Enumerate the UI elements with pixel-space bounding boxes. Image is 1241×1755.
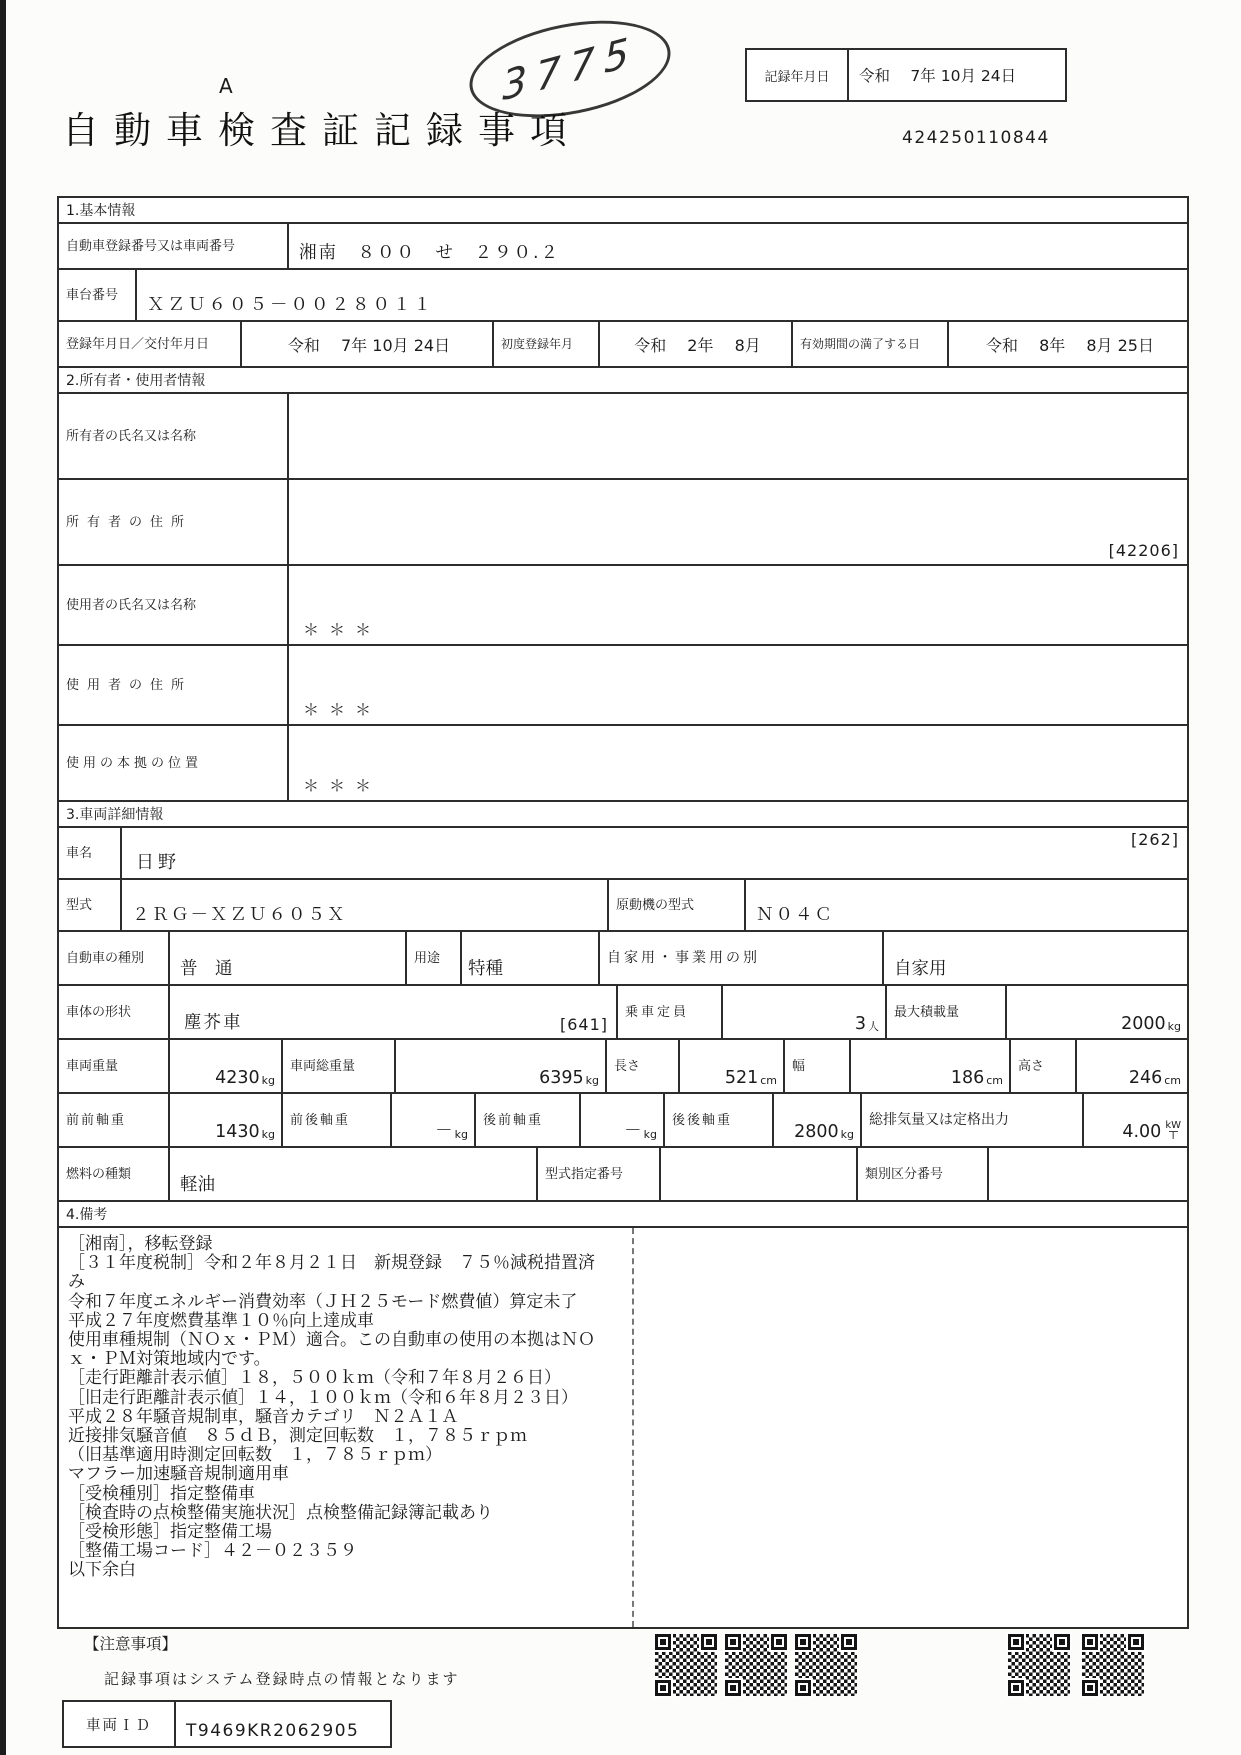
classification-number-value <box>989 1148 1187 1200</box>
remark-line: マフラー加速騒音規制適用車 <box>68 1464 289 1485</box>
car-name-code: [262] <box>1130 830 1179 849</box>
axle-front-front-label: 前前軸重 <box>59 1094 170 1146</box>
registration-number-label: 自動車登録番号又は車両番号 <box>59 224 289 268</box>
remark-line: ［３１年度税制］令和２年８月２１日 新規登録 ７５％減税措置済 <box>68 1253 595 1274</box>
body-shape-row <box>59 986 1187 1040</box>
car-name-text: 日野 <box>136 852 180 873</box>
qr-code-icon <box>655 1634 717 1696</box>
use-label: 用途 <box>407 932 462 984</box>
remark-line: ［受検種別］指定整備車 <box>68 1483 255 1504</box>
fuel-type-value: 軽油 <box>170 1148 538 1200</box>
remark-line: ［走行距離計表示値］１８，５００ｋｍ（令和７年８月２６日） <box>68 1368 561 1389</box>
remark-line: ［整備工場コード］４２－０２３５９ <box>68 1541 357 1562</box>
record-date-box <box>745 48 1067 102</box>
record-table <box>57 196 1189 1629</box>
user-name-row <box>59 566 1187 646</box>
owner-address-code: [42206] <box>1108 541 1179 560</box>
body-shape-label: 車体の形状 <box>59 986 170 1038</box>
axle-rear-rear-number: 2800 <box>794 1122 839 1142</box>
displacement-number: 4.00 <box>1122 1122 1162 1142</box>
width-label: 幅 <box>785 1040 851 1092</box>
scan-edge-artifact <box>0 0 6 1755</box>
axle-front-rear-unit: kg <box>454 1128 468 1141</box>
base-location-label: 使用の本拠の位置 <box>59 726 289 800</box>
chassis-number-value: ＸＺＵ６０５－００２８０１１ <box>147 295 434 315</box>
axle-rear-front-value <box>581 1094 665 1146</box>
record-date-label: 記録年月日 <box>747 50 849 100</box>
page-title: 自動車検査証記録事項 <box>62 109 582 152</box>
length-value <box>680 1040 785 1092</box>
seating-capacity-label: 乗車定員 <box>618 986 723 1038</box>
axle-rear-front-unit: kg <box>643 1128 657 1141</box>
type-designation-label: 型式指定番号 <box>538 1148 661 1200</box>
height-label: 高さ <box>1011 1040 1077 1092</box>
remark-line: 平成２７年度燃費基準１０％向上達成車 <box>68 1310 374 1331</box>
qr-code-icon <box>725 1634 787 1696</box>
owner-address-label: 所有者の住所 <box>59 480 289 564</box>
remark-line: 平成２８年騒音規制車，騒音カテゴリ Ｎ２Ａ１Ａ <box>68 1406 459 1427</box>
qr-code-icon <box>1082 1634 1144 1696</box>
user-address-value <box>289 646 1187 724</box>
registration-date-label: 登録年月日／交付年月日 <box>59 322 242 366</box>
width-unit: cm <box>986 1074 1003 1087</box>
remark-line: ［受検形態］指定整備工場 <box>68 1522 272 1543</box>
car-name-label: 車名 <box>59 828 122 878</box>
axle-front-front-unit: kg <box>261 1128 275 1141</box>
vehicle-id-label: 車両ＩＤ <box>64 1702 176 1746</box>
length-label: 長さ <box>607 1040 680 1092</box>
model-value: ２ＲＧ－ＸＺＵ６０５Ｘ <box>122 880 609 930</box>
section-vehicle-header: 3.車両詳細情報 <box>59 802 1187 828</box>
category-row <box>59 932 1187 986</box>
vehicle-id-box <box>62 1700 392 1748</box>
body-shape-value <box>170 986 618 1038</box>
axle-rear-rear-value <box>774 1094 862 1146</box>
seating-capacity-unit: 人 <box>868 1020 879 1033</box>
private-business-value: 自家用 <box>894 959 947 979</box>
axle-front-rear-number: － <box>435 1121 453 1141</box>
remark-line: ［旧走行距離計表示値］１４，１００ｋｍ（令和６年８月２３日） <box>68 1387 578 1408</box>
remark-line: 近接排気騒音値 ８５ｄＢ，測定回転数 １，７８５ｒｐｍ <box>68 1426 527 1447</box>
remark-line: ｘ・ＰＭ対策地域内です。 <box>68 1349 271 1370</box>
base-location-value <box>289 726 1187 800</box>
private-business-label: 自家用・事業用の別 <box>600 932 884 984</box>
width-number: 186 <box>950 1068 985 1088</box>
section-owner-user-header: 2.所有者・使用者情報 <box>59 368 1187 394</box>
weight-dimensions-row <box>59 1040 1187 1094</box>
chassis-number-label: 車台番号 <box>59 270 137 320</box>
expiration-date-label: 有効期間の満了する日 <box>793 322 949 366</box>
category-value: 普 通 <box>170 932 407 984</box>
vehicle-weight-number: 4230 <box>215 1068 260 1088</box>
owner-name-label: 所有者の氏名又は名称 <box>59 394 289 478</box>
height-number: 246 <box>1128 1068 1163 1088</box>
use-value: 特種 <box>462 932 600 984</box>
first-registration-label: 初度登録年月 <box>494 322 600 366</box>
section-remarks-header: 4.備考 <box>59 1202 1187 1228</box>
axle-front-front-value <box>170 1094 283 1146</box>
seating-capacity-number: 3 <box>854 1014 866 1034</box>
car-name-value <box>122 828 1187 878</box>
fuel-row <box>59 1148 1187 1202</box>
registration-date-value: 令和 7年 10月 24日 <box>242 322 494 366</box>
car-name-row <box>59 828 1187 880</box>
vehicle-id-value: T9469KR2062905 <box>186 1721 360 1741</box>
remarks-row <box>59 1228 1187 1627</box>
max-load-unit: kg <box>1167 1020 1181 1033</box>
vehicle-weight-value <box>170 1040 283 1092</box>
max-load-label: 最大積載量 <box>887 986 1007 1038</box>
gross-weight-number: 6395 <box>539 1068 584 1088</box>
axle-weights-row <box>59 1094 1187 1148</box>
engine-model-label: 原動機の型式 <box>609 880 746 930</box>
engine-model-value: Ｎ０４Ｃ <box>756 905 834 925</box>
axle-rear-front-number: － <box>624 1121 642 1141</box>
displacement-value <box>1084 1094 1187 1146</box>
remark-line: 以下余白 <box>68 1560 136 1581</box>
vehicle-weight-label: 車両重量 <box>59 1040 170 1092</box>
height-value <box>1077 1040 1187 1092</box>
handwritten-number: 3775 <box>501 27 639 111</box>
seating-capacity-value <box>723 986 887 1038</box>
displacement-unit-top: kW <box>1165 1120 1181 1131</box>
axle-front-front-number: 1430 <box>215 1122 260 1142</box>
axle-rear-rear-unit: kg <box>840 1128 854 1141</box>
owner-name-row <box>59 394 1187 480</box>
base-location-text: ＊＊＊ <box>303 776 382 795</box>
dates-row <box>59 322 1187 368</box>
chassis-number-row <box>59 270 1187 322</box>
owner-name-value <box>289 394 1187 478</box>
base-location-row <box>59 726 1187 802</box>
type-designation-value <box>661 1148 858 1200</box>
remark-line: み <box>68 1272 85 1293</box>
axle-rear-front-label: 後前軸重 <box>476 1094 581 1146</box>
length-unit: cm <box>760 1074 777 1087</box>
vehicle-weight-unit: kg <box>261 1074 275 1087</box>
max-load-number: 2000 <box>1121 1014 1166 1034</box>
gross-weight-unit: kg <box>585 1074 599 1087</box>
height-unit: cm <box>1164 1074 1181 1087</box>
owner-address-row <box>59 480 1187 566</box>
registration-number-row <box>59 224 1187 270</box>
model-label: 型式 <box>59 880 122 930</box>
corner-letter: A <box>219 74 233 98</box>
max-load-value <box>1007 986 1187 1038</box>
user-name-value <box>289 566 1187 644</box>
registration-number-value: 湘南 ８００ せ ２９０.２ <box>299 243 561 263</box>
axle-front-rear-value <box>392 1094 476 1146</box>
displacement-label: 総排気量又は定格出力 <box>862 1094 1084 1146</box>
user-address-label: 使用者の住所 <box>59 646 289 724</box>
user-name-text: ＊＊＊ <box>303 620 382 639</box>
body-shape-code: [641] <box>559 1015 608 1034</box>
category-label: 自動車の種別 <box>59 932 170 984</box>
user-address-text: ＊＊＊ <box>303 700 382 719</box>
user-address-row <box>59 646 1187 726</box>
remark-line: 令和７年度エネルギー消費効率（ＪＨ２５モード燃費値）算定未了 <box>68 1291 578 1312</box>
remarks-dashed-divider <box>632 1228 634 1627</box>
remarks-block <box>59 1228 1187 1627</box>
remark-line: 使用車種規制（ＮＯｘ・ＰＭ）適合。この自動車の使用の本拠はＮＯ <box>68 1330 595 1351</box>
notice-body: 記録事項はシステム登録時点の情報となります <box>104 1670 460 1688</box>
user-name-label: 使用者の氏名又は名称 <box>59 566 289 644</box>
section-basic-header: 1.基本情報 <box>59 198 1187 224</box>
width-value <box>851 1040 1011 1092</box>
remark-line: （旧基準適用時測定回転数 １，７８５ｒｐｍ） <box>68 1445 442 1466</box>
owner-address-value <box>289 480 1187 564</box>
displacement-unit-bottom: l <box>1169 1131 1178 1142</box>
expiration-date-value: 令和 8年 8月 25日 <box>986 335 1154 355</box>
displacement-unit <box>1165 1121 1181 1142</box>
gross-weight-value <box>396 1040 607 1092</box>
length-number: 521 <box>724 1068 759 1088</box>
notice-title: 【注意事項】 <box>84 1635 178 1653</box>
fuel-type-label: 燃料の種類 <box>59 1148 170 1200</box>
axle-rear-rear-label: 後後軸重 <box>665 1094 774 1146</box>
remark-line: ［検査時の点検整備実施状況］点検整備記録簿記載あり <box>68 1502 493 1523</box>
document-number: 424250110844 <box>902 128 1050 148</box>
gross-weight-label: 車両総重量 <box>283 1040 396 1092</box>
first-registration-value: 令和 2年 8月 <box>600 322 793 366</box>
classification-number-label: 類別区分番号 <box>858 1148 989 1200</box>
remark-line: ［湘南］，移転登録 <box>68 1234 213 1254</box>
qr-code-icon <box>1008 1634 1070 1696</box>
body-shape-text: 塵芥車 <box>184 1013 243 1033</box>
axle-front-rear-label: 前後軸重 <box>283 1094 392 1146</box>
model-row <box>59 880 1187 932</box>
qr-code-icon <box>795 1634 857 1696</box>
record-date-value: 令和 7年 10月 24日 <box>859 67 1017 85</box>
